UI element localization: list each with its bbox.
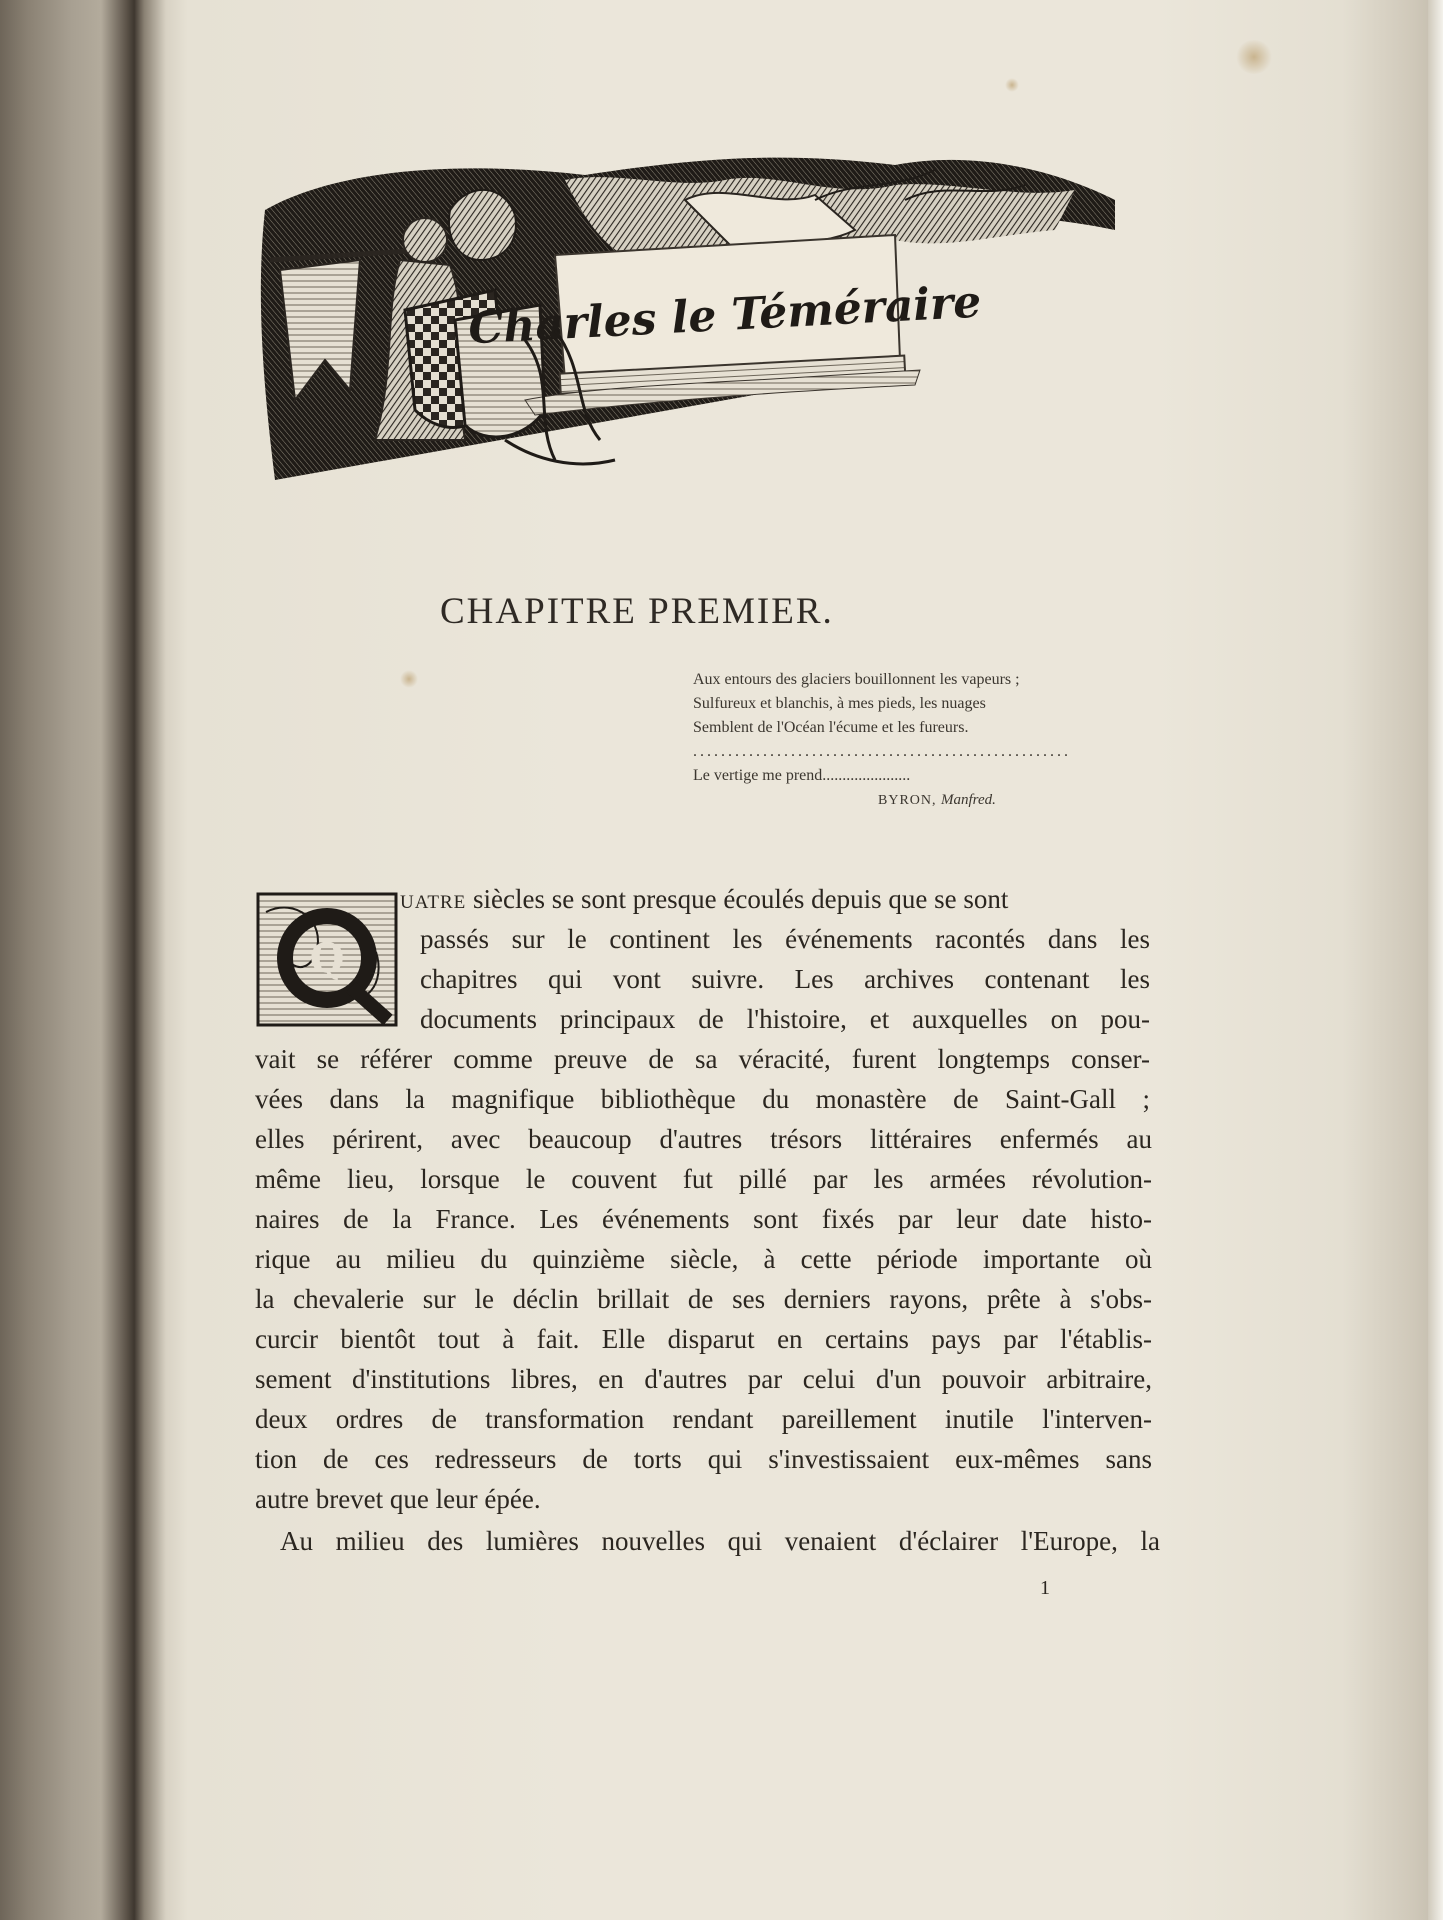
body-line: autre brevet que leur épée. [255,1484,541,1514]
body-line: même lieu, lorsque le couvent fut pillé par les armées révolution- [255,1164,1152,1194]
body-line: chapitres qui vont suivre. Les archives contenant les [420,964,1150,994]
epigraph-line: Semblent de l'Océan l'écume et les fureurs. [693,719,969,736]
body-line: deux ordres de transformation rendant pareillement inutile l'interven- [255,1404,1152,1434]
drop-cap-ornament [256,892,398,1027]
body-line [400,882,1150,916]
body-line: passés sur le continent les événements racontés dans les [420,924,1150,954]
body-line: documents principaux de l'histoire, et auxquelles on pou- [420,1004,1150,1034]
epigraph-work: Manfred. [941,792,996,808]
body-line: naires de la France. Les événements sont fixés par leur date histo- [255,1204,1152,1234]
helmet [449,190,516,260]
paper-stain [1235,40,1273,74]
body-line: vait se référer comme preuve de sa véracité, furent longtemps conser- [255,1044,1150,1074]
body-line: rique au milieu du quinzième siècle, à cette période importante où [255,1244,1152,1274]
epigraph [693,668,1123,813]
body-line: vées dans la magnifique bibliothèque du monastère de Saint-Gall ; [255,1084,1150,1114]
banner-title: Charles le Téméraire [467,276,983,355]
paper-stain [1005,78,1019,92]
header-illustration [255,140,1125,490]
body-line: la chevalerie sur le déclin brillait de ses derniers rayons, prête à s'obs- [255,1284,1152,1314]
epigraph-line: Le vertige me prend...................... [693,767,911,784]
page-number: 1 [1040,1577,1050,1599]
body-line: elles périrent, avec beaucoup d'autres trésors littéraires enfermés au [255,1124,1152,1154]
drop-cap: Q [309,935,345,982]
page-edge [1428,0,1443,1920]
body-line: Au milieu des lumières nouvelles qui venaient d'éclairer l'Europe, la [280,1526,1160,1556]
epigraph-attribution [693,788,1123,813]
chapter-title: CHAPITRE PREMIER. [440,591,834,632]
body-line: tion de ces redresseurs de torts qui s'investissaient eux-mêmes sans [255,1444,1152,1474]
body-line: curcir bientôt tout à fait. Elle disparut en certains pays par l'établis- [255,1324,1152,1354]
body-first-word: UATRE [400,892,467,913]
epigraph-line: Sulfureux et blanchis, à mes pieds, les nuages [693,695,986,712]
epigraph-ellipsis: ...................................................... [693,743,1071,760]
epigraph-author: BYRON, [878,793,937,808]
paper-stain [400,670,418,688]
body-line-text: siècles se sont presque écoulés depuis que se sont [466,884,1009,914]
epigraph-line: Aux entours des glaciers bouillonnent les vapeurs ; [693,671,1020,688]
body-line: sement d'institutions libres, en d'autres par celui d'un pouvoir arbitraire, [255,1364,1152,1394]
